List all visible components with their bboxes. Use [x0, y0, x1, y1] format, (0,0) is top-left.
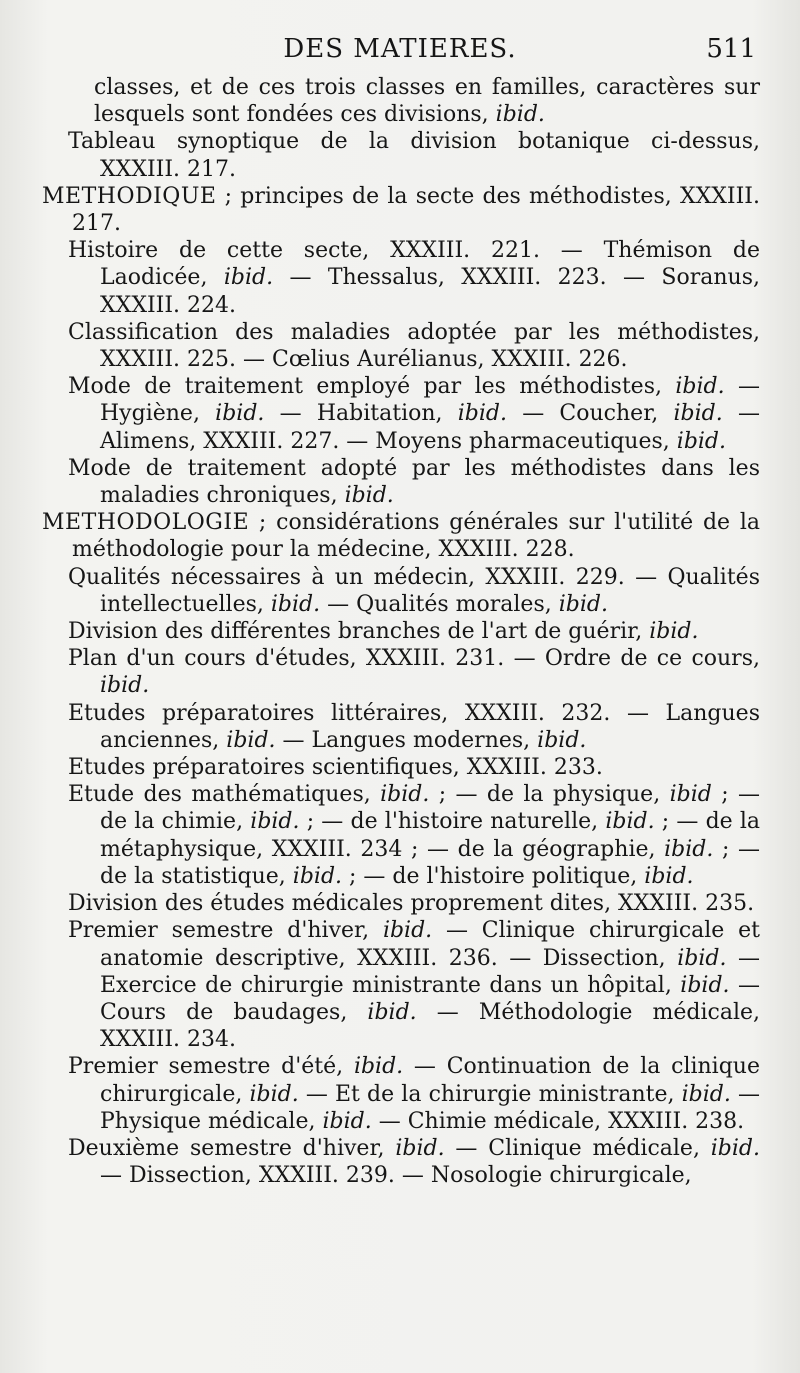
entry-text: Premier semestre d'été,	[68, 1054, 354, 1080]
entry-text: — Clinique chirurgicale et anatomie descriptive, XXXIII. 236. — Dissection,	[100, 918, 760, 971]
entry-text: Deuxième semestre d'hiver,	[68, 1135, 396, 1161]
ibid-reference: ibid.	[223, 265, 274, 291]
index-entry	[42, 700, 760, 754]
page-number: 511	[706, 34, 756, 64]
entry-headword: METHODOLOGIE	[42, 510, 250, 536]
ibid-reference: ibid.	[382, 918, 433, 944]
index-entry	[42, 564, 760, 618]
ibid-reference: ibid.	[664, 836, 714, 862]
index-entry	[42, 1053, 760, 1135]
entry-text: ; — de l'histoire politique,	[342, 863, 645, 889]
entry-text: ; — de la métaphysique, XXXIII. 234 ; — de la géographie,	[100, 809, 761, 862]
ibid-reference: ibid.	[249, 1081, 299, 1107]
ibid-reference: ibid.	[100, 673, 150, 699]
ibid-reference: ibid.	[344, 483, 394, 509]
entry-text: Plan d'un cours d'études, XXXIII. 231. — Ordre de ce cours,	[68, 646, 760, 672]
index-entry	[42, 237, 760, 319]
ibid-reference: ibid.	[649, 619, 699, 645]
ibid-reference: ibid.	[353, 1054, 404, 1080]
ibid-reference: ibid.	[215, 401, 265, 427]
ibid-reference: ibid.	[292, 863, 343, 889]
entry-text: — Hygiène,	[100, 374, 760, 427]
entry-text: Classification des maladies adoptée par les méthodistes, XXXIII. 225. — Cœlius Aurélianus, XXXIII. 226.	[68, 319, 760, 373]
entry-text: — Qualités morales,	[320, 591, 559, 617]
entry-headword: METHODIQUE	[42, 183, 217, 209]
entry-text: — Habitation,	[264, 401, 458, 427]
entry-text: — Langues modernes,	[275, 727, 538, 753]
index-entry	[42, 373, 760, 455]
ibid-reference: ibid.	[250, 809, 300, 835]
entry-text: — Clinique médicale,	[444, 1135, 711, 1161]
entry-text: ; principes de la secte des méthodistes, XXXIII. 217.	[72, 183, 760, 237]
entry-text: — Chimie médicale, XXXIII. 238.	[371, 1108, 745, 1134]
ibid-reference: ibid.	[644, 863, 694, 889]
ibid-reference: ibid.	[226, 727, 276, 753]
entry-text: — Méthodologie médicale, XXXIII. 234.	[100, 999, 760, 1053]
index-entry	[42, 890, 760, 917]
entry-text: ; — de l'histoire naturelle,	[299, 809, 606, 835]
running-head: DES MATIERES.	[283, 34, 517, 64]
ibid-reference: ibid.	[681, 1081, 731, 1107]
entry-text: — Physique médicale,	[100, 1081, 761, 1134]
entry-text: Histoire de cette secte, XXXIII. 221. — Thémison de Laodicée,	[68, 238, 760, 291]
index-main-entry	[42, 509, 760, 563]
index-entry	[42, 754, 760, 781]
ibid-reference: ibid.	[270, 591, 321, 617]
index-entry	[42, 1135, 760, 1189]
ibid-reference: ibid	[669, 782, 712, 808]
ibid-reference: ibid.	[380, 782, 430, 808]
entry-text: Mode de traitement adopté par les méthodistes dans les maladies chroniques,	[68, 455, 760, 509]
entry-text: Premier semestre d'hiver,	[68, 918, 383, 944]
ibid-reference: ibid.	[457, 401, 507, 427]
index-entry	[42, 455, 760, 509]
entry-text: Etudes préparatoires littéraires, XXXIII. 232. — Langues anciennes,	[68, 700, 760, 753]
ibid-reference: ibid.	[676, 428, 727, 454]
entry-text: ; — de la physique,	[429, 782, 670, 808]
entry-text: — Coucher,	[506, 401, 674, 427]
ibid-reference: ibid.	[537, 727, 587, 753]
index-main-entry	[42, 183, 760, 237]
entry-text: — Et de la chirurgie ministrante,	[298, 1081, 682, 1107]
ibid-reference: ibid.	[605, 809, 655, 835]
entry-text: Tableau synoptique de la division botanique ci-dessus, XXXIII. 217.	[68, 129, 760, 182]
index-body	[42, 74, 760, 1189]
entry-text: Etude des mathématiques,	[68, 782, 381, 808]
index-entry	[42, 645, 760, 699]
entry-text: — Alimens, XXXIII. 227. — Moyens pharmaceutiques,	[100, 401, 760, 454]
entry-text: Qualités nécessaires à un médecin, XXXIII. 229. — Qualités intellectuelles,	[68, 564, 760, 617]
entry-text: — Thessalus, XXXIII. 223. — Soranus, XXXIII. 224.	[100, 265, 760, 318]
index-entry	[42, 781, 760, 890]
index-entry	[42, 74, 760, 128]
ibid-reference: ibid.	[395, 1135, 445, 1161]
ibid-reference: ibid.	[495, 102, 545, 128]
page-header	[0, 34, 800, 70]
entry-text: — Dissection, XXXIII. 239. — Nosologie chirurgicale,	[100, 1163, 692, 1189]
entry-text: Division des études médicales proprement dites, XXXIII. 235.	[68, 891, 755, 917]
entry-text: Etudes préparatoires scientifiques, XXXIII. 233.	[68, 755, 603, 781]
ibid-reference: ibid.	[680, 972, 730, 998]
entry-text: — Exercice de chirurgie ministrante dans un hôpital,	[100, 945, 760, 998]
ibid-reference: ibid.	[677, 945, 727, 971]
entry-text: ; considérations générales sur l'utilité de la méthodologie pour la médecine, XXXIII. 228.	[72, 510, 760, 563]
entry-text: classes, et de ces trois classes en familles, caractères sur lesquels sont fondées ces divisions,	[94, 75, 760, 128]
entry-text: Division des différentes branches de l'art de guérir,	[68, 619, 650, 645]
entry-text: ; — de la chimie,	[100, 782, 760, 835]
ibid-reference: ibid.	[322, 1108, 372, 1134]
ibid-reference: ibid.	[558, 591, 608, 617]
ibid-reference: ibid.	[673, 401, 723, 427]
entry-text: ; — de la statistique,	[100, 836, 760, 889]
index-entry	[42, 917, 760, 1053]
index-entry	[42, 319, 760, 373]
ibid-reference: ibid.	[675, 374, 725, 400]
index-entry	[42, 128, 760, 182]
ibid-reference: ibid.	[367, 999, 417, 1025]
entry-text: Mode de traitement employé par les méthodistes,	[68, 374, 676, 400]
entry-text: — Continuation de la clinique chirurgicale,	[100, 1054, 760, 1107]
ibid-reference: ibid.	[710, 1135, 760, 1161]
index-entry	[42, 618, 760, 645]
entry-text: — Cours de baudages,	[100, 972, 760, 1025]
